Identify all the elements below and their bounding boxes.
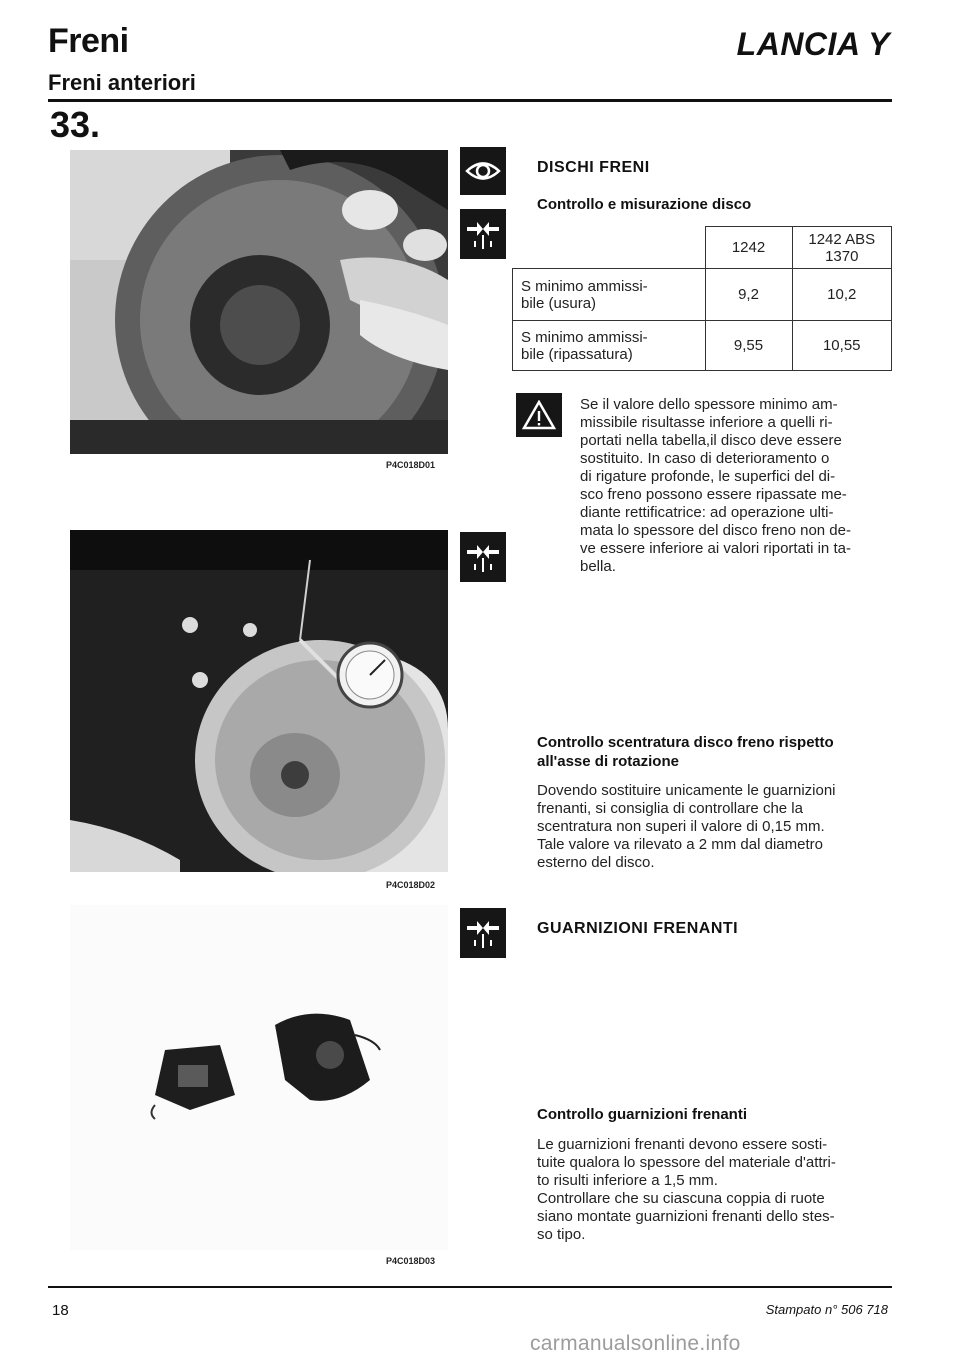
warning-text: Se il valore dello spessore minimo am- missibile risultasse inferiore a quelli ri- portati nella tabella,il disco deve essere sostituito. In caso di deterioramento o di rigature profonde, le superfici del di- sco freno possono essere ripassate me- diante rettificatrice: ad operazione ulti- mata lo spessore del disco freno non de- ve essere inferiore ai valori riportati in ta- bella. xyxy=(580,396,851,575)
warning-triangle-icon xyxy=(516,393,562,437)
figure-caption: P4C018D01 xyxy=(386,460,436,470)
photo-brake-disc-removal xyxy=(70,150,448,454)
table-cell: 9,2 xyxy=(705,269,792,321)
table-row-label: S minimo ammissi- bile (usura) xyxy=(513,269,706,321)
section-number: 33. xyxy=(50,104,101,145)
measure-arrows-icon xyxy=(460,908,506,958)
subsection-heading: Controllo scentratura disco freno rispetto all'asse di rotazione xyxy=(537,734,834,770)
eye-inspect-icon xyxy=(460,147,506,195)
section-heading: GUARNIZIONI FRENANTI xyxy=(537,920,739,937)
figure-caption: P4C018D02 xyxy=(386,880,436,890)
page-title: Freni xyxy=(48,22,129,60)
footer-divider xyxy=(48,1286,892,1288)
page-number: 18 xyxy=(52,1302,69,1319)
table-cell: 10,2 xyxy=(792,269,892,321)
measure-arrows-icon xyxy=(460,209,506,259)
photo-brake-pads xyxy=(70,905,448,1250)
section-heading: DISCHI FRENI xyxy=(537,159,650,176)
brand-label: LANCIA Y xyxy=(736,26,890,62)
table-row-label: S minimo ammissi- bile (ripassatura) xyxy=(513,321,706,371)
photo-dial-gauge-runout xyxy=(70,530,448,872)
subsection-heading: Controllo e misurazione disco xyxy=(537,196,752,213)
disc-thickness-table xyxy=(512,226,892,371)
table-row xyxy=(513,269,892,321)
table-row xyxy=(513,321,892,371)
table-cell: 10,55 xyxy=(792,321,892,371)
pads-paragraph: Le guarnizioni frenanti devono essere sosti- tuite qualora lo spessore del materiale d'attri- to risulti inferiore a 1,5 mm. Controllare che su ciascuna coppia di ruote siano montate guarnizioni frenanti dello stes- so tipo. xyxy=(537,1136,836,1243)
subsection-heading: Controllo guarnizioni frenanti xyxy=(537,1106,747,1123)
table-col-header: 1242 ABS 1370 xyxy=(792,227,892,269)
figure-caption: P4C018D03 xyxy=(386,1256,436,1266)
runout-paragraph: Dovendo sostituire unicamente le guarnizioni frenanti, si consiglia di controllare che la scentratura non superi il valore di 0,15 mm. Tale valore va rilevato a 2 mm dal diametro esterno del disco. xyxy=(537,782,836,871)
measure-arrows-icon xyxy=(460,532,506,582)
table-cell: 9,55 xyxy=(705,321,792,371)
watermark: carmanualsonline.info xyxy=(530,1332,741,1355)
header-divider xyxy=(48,99,892,102)
table-col-header: 1242 xyxy=(705,227,792,269)
page-subtitle: Freni anteriori xyxy=(48,70,196,95)
print-reference: Stampato n° 506 718 xyxy=(765,1302,888,1317)
